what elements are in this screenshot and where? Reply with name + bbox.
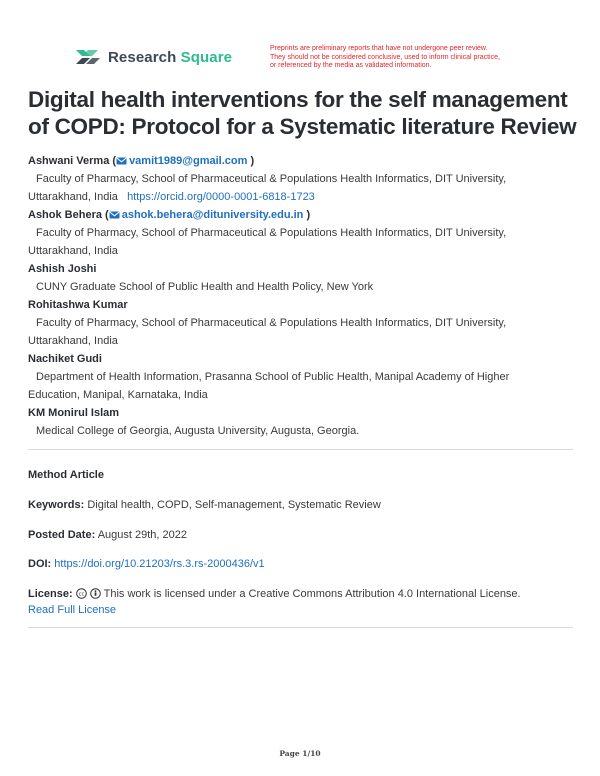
author-affiliation: Faculty of Pharmacy, School of Pharmaceutical & Populations Health Informatics, DIT University, (36, 227, 507, 239)
research-square-logo-icon (74, 47, 102, 67)
preprint-disclaimer (270, 45, 540, 71)
author-entry (28, 350, 578, 404)
author-name: Rohitashwa Kumar (28, 299, 128, 311)
doi-label: DOI: (28, 558, 52, 570)
keywords (28, 497, 578, 513)
author-entry: Ashok Behera ( ashok.behera@dituniversity.edu.in ) Faculty of Pharmacy, School of Pharmaceutical & Populations Health Informatics, DIT University, Uttarakhand, India (28, 206, 578, 260)
author-name: Ashish Joshi (28, 263, 97, 275)
page-title: Digital health interventions for the self management of COPD: Protocol for a Systematic literature Review (28, 87, 577, 139)
brand-name-part1: Research (108, 48, 177, 66)
keywords-value: Digital health, COPD, Self-management, Systematic Review (87, 499, 381, 511)
mail-icon (109, 211, 120, 219)
author-affiliation: CUNY Graduate School of Public Health and Health Policy, New York (36, 281, 374, 293)
author-email-link[interactable]: ashok.behera@dituniversity.edu.in (121, 209, 304, 221)
divider (28, 627, 573, 628)
author-affiliation: Medical College of Georgia, Augusta University, Augusta, Georgia. (36, 425, 360, 437)
author-name: Nachiket Gudi (28, 353, 102, 365)
author-name: Ashwani Verma (28, 155, 110, 167)
mail-icon (116, 157, 127, 165)
author-entry: Ashwani Verma ( vamit1989@gmail.com ) Faculty of Pharmacy, School of Pharmaceutical & Populations Health Informatics, DIT University, Uttarakhand, India https://orcid.org/0000-0001-6818-1723 (28, 152, 578, 206)
article-type (28, 467, 578, 483)
license (28, 586, 578, 618)
author-entry (28, 296, 578, 350)
svg-text:cc: cc (78, 591, 84, 598)
brand-name (108, 49, 232, 66)
author-email-link[interactable]: vamit1989@gmail.com (129, 155, 248, 167)
license-label: License: (28, 588, 73, 600)
posted-date-label: Posted Date: (28, 529, 96, 541)
creative-commons-icon (76, 588, 87, 599)
posted-date-value: August 29th, 2022 (97, 529, 187, 541)
doi-link[interactable]: https://doi.org/10.21203/rs.3.rs-2000436/v1 (54, 558, 265, 570)
orcid-link[interactable]: https://orcid.org/0000-0001-6818-1723 (127, 191, 315, 203)
disclaimer-line-1: Preprints are preliminary reports that have not undergone peer review. (270, 45, 488, 52)
author-affiliation: Faculty of Pharmacy, School of Pharmaceutical & Populations Health Informatics, DIT University, (36, 173, 507, 185)
author-list (28, 152, 578, 440)
doi (28, 556, 578, 572)
read-full-license-link[interactable]: Read Full License (28, 604, 117, 616)
author-affiliation: Department of Health Information, Prasanna School of Public Health, Manipal Academy of Higher (36, 371, 510, 383)
disclaimer-line-2: They should not be considered conclusive, used to inform clinical practice, (270, 53, 500, 61)
keywords-label: Keywords: (28, 499, 85, 511)
author-affiliation-cont: Uttarakhand, India (28, 335, 118, 347)
author-entry (28, 260, 578, 296)
license-text: This work is licensed under a Creative Commons Attribution 4.0 International License. (103, 588, 521, 600)
brand-name-part2: Square (180, 48, 233, 66)
divider (28, 449, 573, 450)
author-name: KM Monirul Islam (28, 407, 120, 419)
attribution-icon (90, 588, 101, 599)
posted-date (28, 527, 578, 543)
disclaimer-line-3: or referenced by the media as validated information. (270, 62, 432, 69)
author-affiliation-place: Uttarakhand, India (28, 191, 118, 203)
author-affiliation: Faculty of Pharmacy, School of Pharmaceutical & Populations Health Informatics, DIT University, (36, 317, 507, 329)
article-type-label: Method Article (28, 469, 104, 481)
author-affiliation-cont: Uttarakhand, India (28, 245, 118, 257)
author-name: Ashok Behera (28, 209, 102, 221)
research-square-logo[interactable] (74, 47, 232, 67)
author-entry (28, 404, 578, 440)
author-affiliation-cont: Education, Manipal, Karnataka, India (28, 389, 208, 401)
page-number: Page 1/10 (279, 749, 321, 758)
author-affiliation-cont (28, 188, 578, 206)
